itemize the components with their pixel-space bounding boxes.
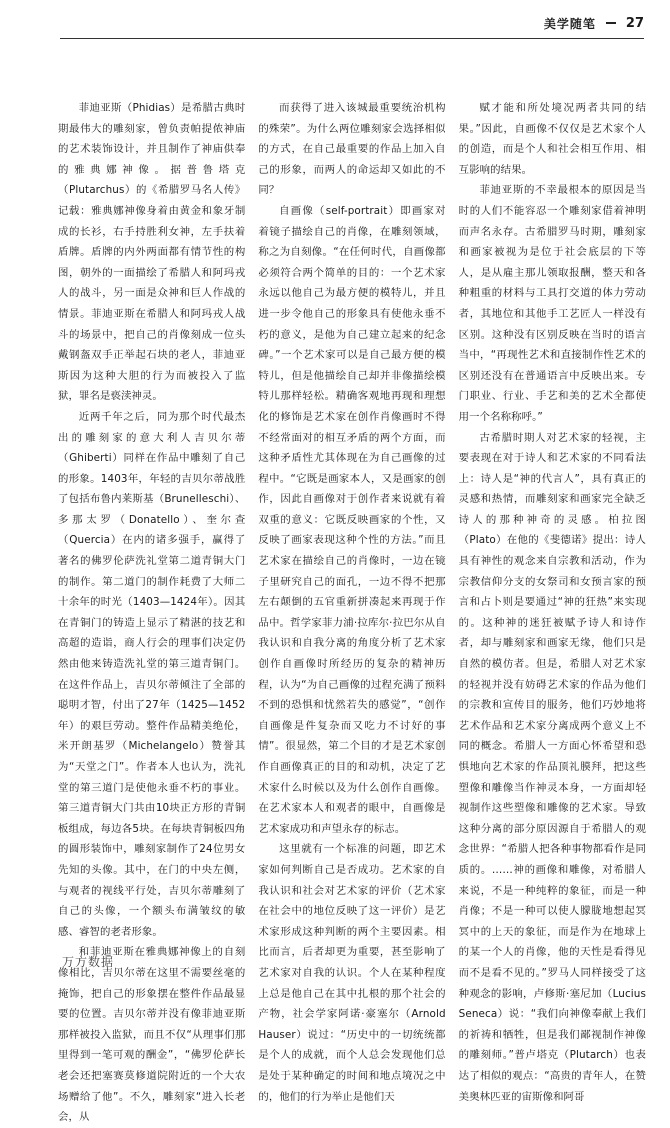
- header-dash: [606, 22, 616, 24]
- column-2: [258, 98, 446, 1103]
- watermark: 万方数据: [62, 955, 115, 969]
- paragraph: 而获得了进入该城最重要统治机构的殊荣”。为什么两位雕刻家会选择相似的方式，在自己最重要的作品上加入自己的形象，而两人的命运却又如此的不同？: [258, 102, 446, 197]
- paragraph: 和菲迪亚斯在雅典娜神像上的自刻像相比，吉贝尔蒂在这里不需要丝毫的掩饰，把自己的形象摆在整件作品最显要的位置。吉贝尔蒂并没有像菲迪亚斯那样被投入监狱，而且不仅“从理事们那里得到一笔可观的酬金”，“佛罗伦萨长老会还把塞赛莫修道院附近的一个大农场赠给了他”。不久，雕刻家“进入长老会，从: [58, 946, 246, 1124]
- column-3: [458, 98, 646, 1103]
- section-title: 美学随笔: [543, 16, 596, 31]
- header-rule: [60, 38, 644, 39]
- running-header: [544, 12, 644, 34]
- paragraph: 古希腊时期人对艺术家的轻视，主要表现在对于诗人和艺术家的不同看法上：诗人是“神的代言人”，具有真正的灵感和热情，而雕刻家和画家完全缺乏诗人的那种神奇的灵感。柏拉图（Plato）在他的《斐德诺》提出：诗人具有神性的观念来自宗教和活动，作为宗教信仰分支的女祭司和女预言家的预言和占卜则是要通过“神的狂热”来实现的。这种神的迷狂被赋予诗人和诗作者，却与雕刻家和画家无缘，他们只是自然的模仿者。但是，希腊人对艺术家的轻视并没有妨碍艺术家的作品为他们的宗教和宣传目的服务，他们巧妙地将艺术作品和艺术家分离成两个意义上不同的概念。希腊人一方面心怀希望和恐惧地向艺术家的作品顶礼膜拜，把这些塑像和雕像当作神灵本身，一方面却轻视制作这些塑像和雕像的艺术家。导致这种分离的部分原因源自于希腊人的观念世界：“希腊人把各种事物都看作是同质的。……神的画像和雕像，对希腊人来说，不是一种纯粹的象征，而是一种肖像；不是一种可以使人朦胧地想起冥冥中的上天的象征，而是作为在地球上的某一个人的肖像，他的天性是看得见而不是看不见的。”罗马人同样接受了这种观念的影响，卢修斯·塞尼加（Lucius Seneca）说：“我们向神像奉献上我们的祈祷和牺牲，但是我们鄙视制作神像的雕刻师。”普卢塔克（Plutarch）也表达了相似的观点：“高贵的青年人，在赞美奥林匹亚的宙斯像和阿哥: [458, 431, 646, 1103]
- paragraph: 近两千年之后，同为那个时代最杰出的雕刻家的意大利人吉贝尔蒂（Ghiberti）同样在作品中雕刻了自己的形象。1403年，年轻的吉贝尔蒂战胜了包括布鲁内莱斯基（Brunelleschi）、多那太罗（Donatello）、奎尔查（Quercia）在内的诸多强手，赢得了著名的佛罗伦萨洗礼堂第二道青铜大门的制作。第二道门的制作耗费了大师二十余年的时光（1403—1424年）。因其在青铜门的铸造上显示了精湛的技艺和高超的造诣，商人行会的理事们决定仍然由他来铸造洗礼堂的第三道青铜门。在这件作品上，吉贝尔蒂倾注了全部的聪明才智，付出了27年（1425—1452年）的艰巨劳动。整件作品精美绝伦，米开朗基罗（Michelangelo）赞誉其为“天堂之门”。作者本人也认为，洗礼堂的第三道门是使他永垂不朽的事业。第三道青铜大门共由10块正方形的青铜板组成，每边各5块。在每块青铜板四角的圆形装饰中，雕刻家制作了24位男女先知的头像。其中，在门的中央左侧，与观者的视线平行处，吉贝尔蒂雕刻了自己的头像，一个额头布满皱纹的敏感、睿智的老者形象。: [58, 410, 246, 938]
- paragraph: 菲迪亚斯的不幸最根本的原因是当时的人们不能容忍一个雕刻家借着神明而声名永存。古希腊罗马时期，雕刻家和画家被视为是位于社会底层的下等人，是从雇主那儿领取报酬，整天和各种粗重的材料与工具打交道的体力劳动者，其地位和其他手工艺匠人一样没有区别。这种没有区别反映在当时的语言当中，“再现性艺术和直接制作性艺术的区别还没有在普通语言中反映出来。专门职业、行业、手艺和美的艺术全都使用一个名称称呼。”: [458, 184, 646, 423]
- paragraph: 菲迪亚斯（Phidias）是希腊古典时期最伟大的雕刻家，曾负责帕提侬神庙的艺术装饰设计，并且制作了神庙供奉的雅典娜神像。据普鲁塔克（Plutarchus）的《希腊罗马名人传》记载：雅典娜神像身着由黄金和象牙制成的长衫，右手持胜利女神，左手扶着盾牌。盾牌的内外两面都有情节性的构图，朝外的一面描绘了希腊人和阿玛戎人的战斗，另一面是众神和巨人作战的情景。菲迪亚斯在希腊人和阿玛戎人战斗的场景中，把自己的肖像刻成一位头戴钢盔双手正举起石块的老人，菲迪亚斯因为这种大胆的行为而被投入了监狱，罪名是亵渎神灵。: [58, 102, 246, 403]
- paragraph: 赋才能和所处境况两者共同的结果。”因此，自画像不仅仅是艺术家个人的创造，而是个人和社会相互作用、相互影响的结果。: [458, 102, 646, 176]
- paragraph: 自画像（self-portrait）即画家对着镜子描绘自己的肖像，在雕刻领域，称之为自刻像。“在任何时代，自画像都必须符合两个简单的目的：一个艺术家永远以他自己为最方便的模特儿，并且进一步令他自己的形象具有使他永垂不朽的意义，是他为自己建立起来的纪念碑。”一个艺术家可以是自己最方便的模特儿，但是他描绘自己却并非像描绘模特儿那样轻松。精确客观地再现和理想化的修饰是艺术家在创作肖像画时不得不经常面对的相互矛盾的两个方面，而这种矛盾性尤其体现在为自己画像的过程中。“它既是画家本人，又是画家的创作，因此自画像对于创作者来说就有着双重的意义：它既反映画家的个性，又反映了画家表现这种个性的方法。”而且艺术家在描绘自己的肖像时，一边在镜子里研究自己的面孔，一边不得不把那左右颠倒的五官重新拼凑起来再现于作品中。哲学家菲力浦·拉库尔·拉巴尔从自我认识和自我分离的角度分析了艺术家创作自画像时所经历的复杂的精神历程，认为“为自己画像的过程充满了预料不到的恐惧和忧然若失的感觉”，“创作自画像是件复杂而又吃力不讨好的事情”。很显然，第二个目的才是艺术家创作自画像真正的目的和动机，决定了艺术家什么时候以及为什么创作自画像。在艺术家本人和观者的眼中，自画像是艺术家成功和声望永存的标志。: [258, 204, 446, 835]
- paragraph: 这里就有一个标准的问题，即艺术家如何判断自己是否成功。艺术家的自我认识和社会对艺术家的评价（艺术家在社会中的地位反映了这一评价）是艺术家形成这种判断的两个主要因素。相比而言，后者却更为重要，甚至影响了艺术家对自我的认识。个人在某种程度上总是他自己在其中扎根的那个社会的产物，社会学家阿诺·豪塞尔（Arnold Hauser）说过：“历史中的一切统统都是个人的成就，而个人总会发现他们总是处于某种确定的时间和地点境况之中的，他们的行为举止是他们天: [258, 843, 446, 1103]
- page-number: 27: [625, 15, 644, 31]
